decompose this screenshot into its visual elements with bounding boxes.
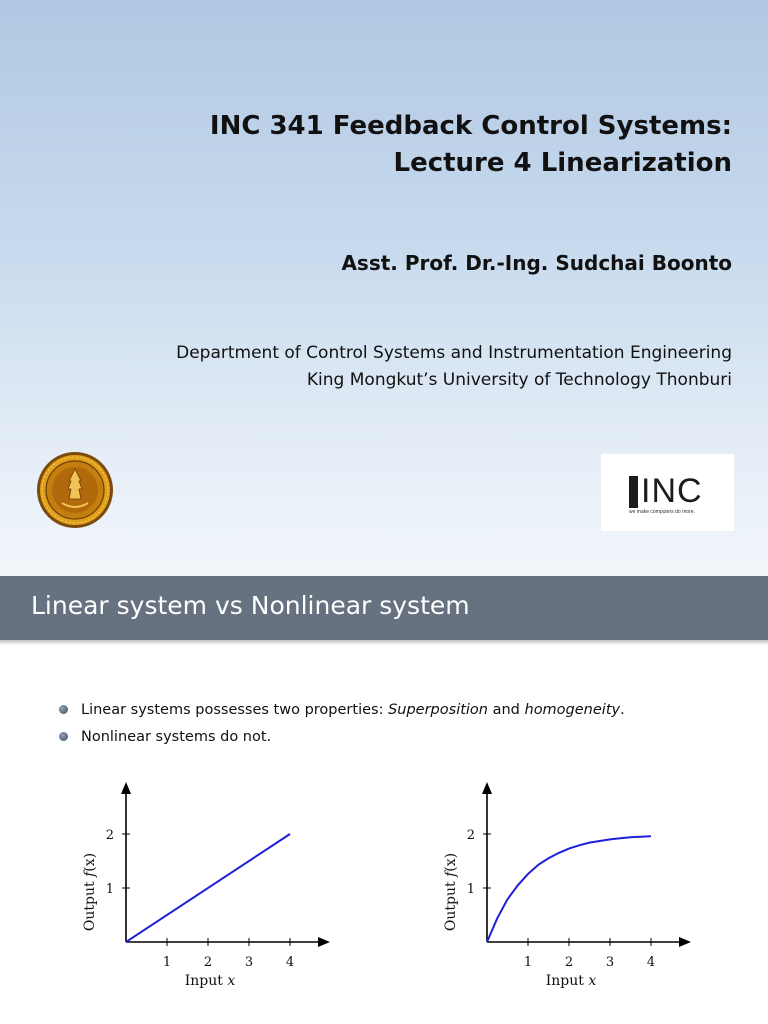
frame-title: Linear system vs Nonlinear system	[31, 591, 470, 620]
bullet-item	[58, 698, 625, 725]
bullet-2-text: Nonlinear systems do not.	[81, 729, 272, 745]
lecture-title	[210, 108, 732, 182]
y-axis-arrow-icon	[121, 782, 131, 794]
x-tick-label: 1	[162, 955, 172, 970]
term-homogeneity: homogeneity	[524, 702, 621, 718]
inc-logo-tagline: we make computers do more.	[629, 509, 695, 515]
title-line-2: Lecture 4 Linearization	[393, 148, 732, 178]
affiliation	[176, 340, 732, 394]
author-name: Asst. Prof. Dr.-Ing. Sudchai Boonto	[341, 251, 732, 275]
nonlinear-plot	[431, 772, 711, 997]
term-superposition: Superposition	[388, 702, 488, 718]
series-line	[487, 836, 651, 942]
department-name: Department of Control Systems and Instrumentation Engineering	[176, 343, 732, 363]
bullet-icon	[59, 732, 68, 741]
y-axis-arrow-icon	[482, 782, 492, 794]
inc-logo-text: INC	[641, 472, 703, 510]
x-tick-label: 1	[523, 955, 533, 970]
bullet-1-prefix: Linear systems possesses two properties:	[81, 702, 384, 718]
university-name: King Mongkut’s University of Technology Thonburi	[306, 370, 732, 390]
bullet-1-and: and	[492, 702, 520, 718]
x-tick-label: 3	[605, 955, 615, 970]
x-tick-label: 2	[203, 955, 213, 970]
x-tick-label: 2	[564, 955, 574, 970]
inc-logo-badge	[629, 476, 638, 508]
bullet-1-suffix: .	[620, 702, 625, 718]
bullet-list	[58, 698, 625, 752]
y-tick-label: 1	[105, 882, 114, 897]
y-tick-label: 2	[466, 828, 475, 843]
series-line	[126, 834, 290, 942]
y-axis-label: Output f(x)	[82, 852, 98, 932]
x-axis-label: Input x	[545, 973, 597, 989]
university-seal-icon	[36, 451, 114, 529]
bullet-icon	[59, 705, 68, 714]
title-line-1: INC 341 Feedback Control Systems:	[209, 111, 732, 141]
x-tick-label: 3	[244, 955, 254, 970]
linear-plot	[70, 772, 350, 997]
frame-header	[0, 576, 768, 640]
y-tick-label: 2	[105, 828, 114, 843]
y-tick-label: 1	[466, 882, 475, 897]
inc-logo	[601, 454, 734, 531]
x-axis-arrow-icon	[318, 937, 330, 947]
bullet-item	[58, 725, 625, 752]
x-axis-arrow-icon	[679, 937, 691, 947]
x-tick-label: 4	[646, 955, 656, 970]
x-axis-label: Input x	[184, 973, 236, 989]
y-axis-label: Output f(x)	[443, 852, 459, 932]
x-tick-label: 4	[285, 955, 295, 970]
